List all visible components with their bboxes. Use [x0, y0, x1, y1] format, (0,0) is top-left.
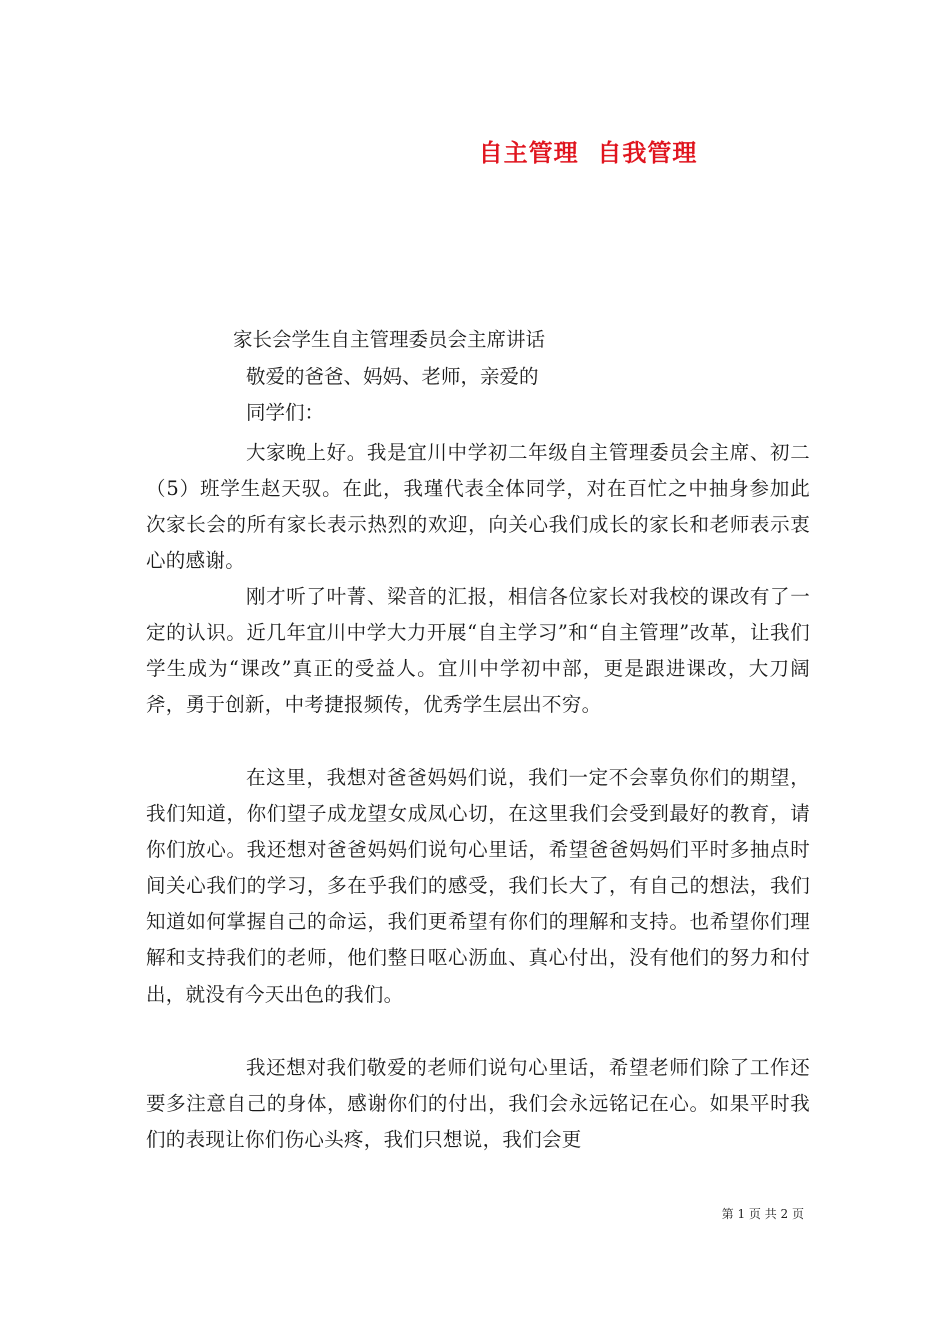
paragraph: 刚才听了叶菁、梁音的汇报，相信各位家长对我校的课改有了一定的认识。近几年宜川中学大力开展“自主学习”和“自主管理”改革，让我们学生成为“课改”真正的受益人。宜川中学初中部，更是跟进课改，大刀阔斧，勇于创新，中考捷报频传，优秀学生层出不穷。	[146, 585, 810, 717]
paragraph: 我还想对我们敬爱的老师们说句心里话，希望老师们除了工作还要多注意自己的身体，感谢你们的付出，我们会永远铭记在心。如果平时我们的表现让你们伤心头疼，我们只想说，我们会更	[146, 1056, 810, 1152]
paragraph: 在这里，我想对爸爸妈妈们说，我们一定不会辜负你们的期望，我们知道，你们望子成龙望女成凤心切，在这里我们会受到最好的教育，请你们放心。我还想对爸爸妈妈们说句心里话，希望爸爸妈妈们平时多抽点时间关心我们的学习，多在乎我们的感受，我们长大了，有自己的想法，我们知道如何掌握自己的命运，我们更希望有你们的理解和支持。也希望你们理解和支持我们的老师，他们整日呕心沥血、真心付出，没有他们的努力和付出，就没有今天出色的我们。	[146, 766, 810, 1006]
paragraph: 大家晚上好。我是宜川中学初二年级自主管理委员会主席、初二（5）班学生赵天驭。在此，我瑾代表全体同学，对在百忙之中抽身参加此次家长会的所有家长表示热烈的欢迎，向关心我们成长的家长和老师表示衷心的感谢。	[146, 441, 810, 573]
page-number-footer: 第 1 页 共 2 页	[721, 1207, 804, 1221]
paragraph-block	[146, 760, 810, 1013]
speech-subtitle: 家长会学生自主管理委员会主席讲话	[233, 328, 546, 351]
document-title: 自主管理 自我管理	[478, 138, 698, 167]
salutation-line-1: 敬爱的爸爸、妈妈、老师，亲爱的	[246, 365, 539, 388]
paragraph-block	[146, 1050, 810, 1158]
paragraph-block	[146, 579, 810, 723]
salutation-line-2: 同学们：	[246, 401, 325, 424]
paragraph-block	[146, 435, 810, 579]
